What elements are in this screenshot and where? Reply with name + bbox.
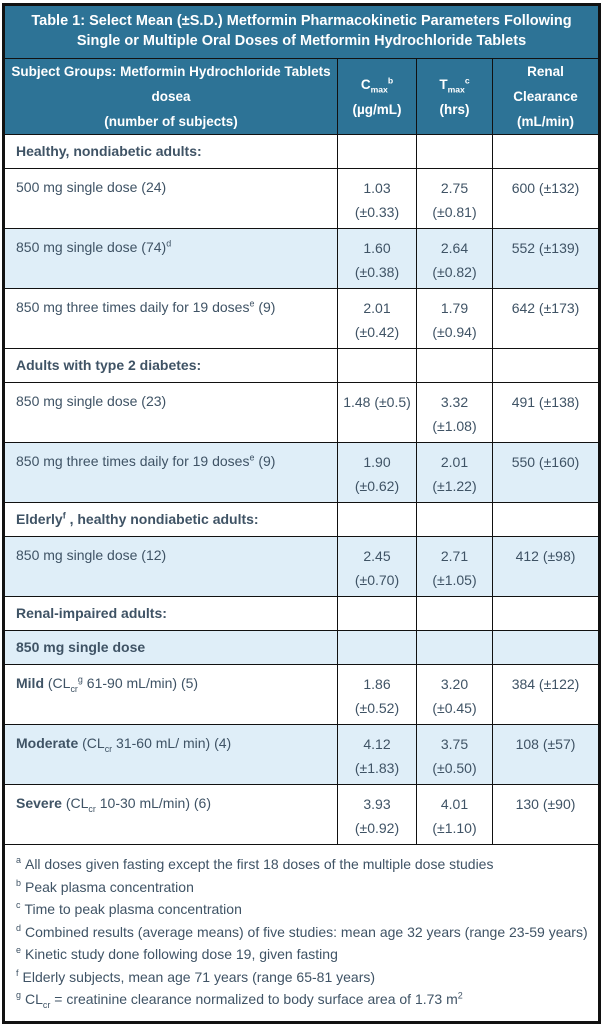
- table-row: [4, 725, 600, 785]
- renal-value: 491 (±138): [493, 383, 600, 443]
- row-label: Renal-impaired adults:: [4, 597, 338, 631]
- footnotes-section: [4, 845, 600, 1023]
- row-label: 500 mg single dose (24): [4, 169, 338, 229]
- tmax-unit: (hrs): [439, 101, 470, 117]
- tmax-value: 3.20 (±0.45): [417, 665, 493, 725]
- row-label: 850 mg three times daily for 19 doses$^e$ (9): [4, 443, 338, 503]
- column-header-cmax: [338, 59, 417, 135]
- tmax-value: 2.64 (±0.82): [417, 229, 493, 289]
- tmax-value: 3.32 (±1.08): [417, 383, 493, 443]
- cmax-value: [338, 349, 417, 383]
- tmax-value: [417, 631, 493, 665]
- cmax-value: 4.12 (±1.83): [338, 725, 417, 785]
- renal-value: 600 (±132): [493, 169, 600, 229]
- renal-value: [493, 597, 600, 631]
- cmax-value: 1.48 (±0.5): [338, 383, 417, 443]
- cmax-value: [338, 597, 417, 631]
- row-label: 850 mg single dose: [4, 631, 338, 665]
- footnote-e: $^e$ Kinetic study done following dose 19, given fasting: [16, 945, 338, 962]
- row-label: Severe ($CL_{cr}$ 10-30 mL/min) (6): [4, 785, 338, 845]
- renal-header-line2: Clearance: [513, 89, 578, 104]
- cmax-value: 1.90 (±0.62): [338, 443, 417, 503]
- cmax-value: [338, 503, 417, 537]
- row-label: Elderly$^f$ , healthy nondiabetic adults:: [4, 503, 338, 537]
- table-row: [4, 289, 600, 349]
- cmax-value: [338, 631, 417, 665]
- footnote-f: $^f$ Elderly subjects, mean age 71 years (range 65-81 years): [16, 967, 376, 985]
- footnote-c: $^c$ Time to peak plasma concentration: [16, 900, 242, 917]
- renal-value: 384 (±122): [493, 665, 600, 725]
- row-label: 850 mg single dose $(74)^d$: [4, 229, 338, 289]
- cmax-value: 2.45 (±0.70): [338, 537, 417, 597]
- table-row: [4, 665, 600, 725]
- pharmacokinetics-table: [2, 3, 601, 1024]
- table-row: [4, 135, 600, 169]
- row-label: Adults with type 2 diabetes:: [4, 349, 338, 383]
- tmax-value: 4.01 (±1.10): [417, 785, 493, 845]
- column-header-tmax: [417, 59, 493, 135]
- cmax-value: 1.03 (±0.33): [338, 169, 417, 229]
- row-label: 850 mg single dose (23): [4, 383, 338, 443]
- renal-value: [493, 503, 600, 537]
- renal-header-line1: Renal: [527, 64, 564, 79]
- cmax-value: 1.86 (±0.52): [338, 665, 417, 725]
- footnote-g: $^g$ $CL_{cr}$ = creatinine clearance normalized to body surface area of 1.73 $m^2$: [16, 990, 463, 1010]
- renal-value: [493, 135, 600, 169]
- column-header-subject-groups: [4, 59, 338, 135]
- table-row: [4, 229, 600, 289]
- table-row: [4, 349, 600, 383]
- footnotes-row: [4, 845, 600, 1023]
- tmax-value: 2.01 (±1.22): [417, 443, 493, 503]
- row-label: Healthy, nondiabetic adults:: [4, 135, 338, 169]
- table-title-row: [4, 5, 600, 59]
- tmax-value: [417, 503, 493, 537]
- row-label: Mild ($CL_{cr}^g$ 61-90 mL/min) (5): [4, 665, 338, 725]
- column-header-row: [4, 59, 600, 135]
- footnote-d: $^d$ Combined results (average means) of five studies: mean age 32 years (range 23-59 years): [16, 922, 588, 940]
- tmax-value: 3.75 (±0.50): [417, 725, 493, 785]
- renal-value: [493, 631, 600, 665]
- table-title: Table 1: Select Mean (±S.D.) Metformin Pharmacokinetic Parameters Following Single or Multiple Oral Doses of Metformin Hydrochloride Tablets: [4, 5, 600, 59]
- renal-header-line3: (mL/min): [517, 114, 574, 129]
- renal-value: 642 (±173): [493, 289, 600, 349]
- tmax-value: [417, 349, 493, 383]
- footnote-b: $^b$ Peak plasma concentration: [16, 877, 194, 895]
- row-label: 850 mg single dose (12): [4, 537, 338, 597]
- renal-value: 552 (±139): [493, 229, 600, 289]
- row-label: 850 mg three times daily for 19 doses$^e$ (9): [4, 289, 338, 349]
- renal-value: [493, 349, 600, 383]
- footnote-a: $^a$ All doses given fasting except the first 18 doses of the multiple dose studies: [16, 855, 494, 872]
- tmax-value: [417, 135, 493, 169]
- table-row: [4, 631, 600, 665]
- cmax-value: [338, 135, 417, 169]
- table-row: [4, 503, 600, 537]
- tmax-value: 1.79 (±0.94): [417, 289, 493, 349]
- renal-value: 108 (±57): [493, 725, 600, 785]
- renal-value: 130 (±90): [493, 785, 600, 845]
- cmax-unit: (µg/mL): [352, 101, 402, 117]
- renal-value: 550 (±160): [493, 443, 600, 503]
- row-label: Moderate ($CL_{cr}$ 31-60 mL/ min) (4): [4, 725, 338, 785]
- table-row: [4, 785, 600, 845]
- cmax-value: 1.60 (±0.38): [338, 229, 417, 289]
- table-row: [4, 537, 600, 597]
- tmax-value: 2.75 (±0.81): [417, 169, 493, 229]
- tmax-value: 2.71 (±1.05): [417, 537, 493, 597]
- table-row: [4, 169, 600, 229]
- cmax-value: 3.93 (±0.92): [338, 785, 417, 845]
- tmax-value: [417, 597, 493, 631]
- renal-value: 412 (±98): [493, 537, 600, 597]
- table-row: [4, 383, 600, 443]
- tmax-symbol: $T_{max}^c$: [439, 75, 470, 95]
- subject-header-line2: dosea: [151, 89, 191, 104]
- table-row: [4, 597, 600, 631]
- cmax-symbol: $C_{max}^b$: [360, 75, 394, 95]
- cmax-value: 2.01 (±0.42): [338, 289, 417, 349]
- table-row: [4, 443, 600, 503]
- column-header-renal-clearance: [493, 59, 600, 135]
- subject-header-line1: Subject Groups: Metformin Hydrochloride Tablets: [11, 64, 331, 79]
- subject-header-line3: (number of subjects): [104, 114, 238, 129]
